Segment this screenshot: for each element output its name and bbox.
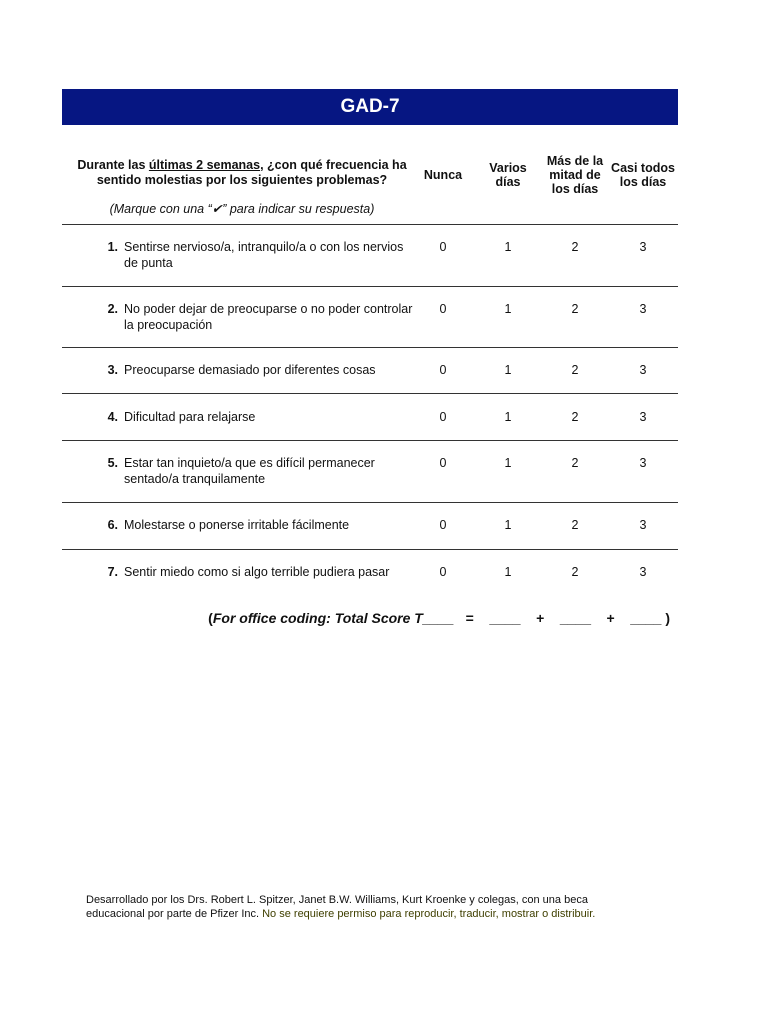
item-number: 7. bbox=[107, 565, 118, 579]
item-text: Dificultad para relajarse bbox=[124, 410, 256, 424]
item-text: Estar tan inquieto/a que es difícil permanecer sentado/a tranquilamente bbox=[124, 456, 375, 486]
office-coding-rest: = ____ + ____ + ____ ) bbox=[454, 610, 670, 626]
footer-credits bbox=[86, 894, 626, 921]
page-title: GAD-7 bbox=[340, 96, 400, 117]
score-option[interactable]: 2 bbox=[571, 565, 579, 579]
item-number: 1. bbox=[107, 240, 118, 254]
score-option[interactable]: 0 bbox=[439, 240, 447, 254]
column-header-mas-de-la-mitad: Más de la mitad de los días bbox=[546, 154, 604, 196]
item-text: Sentir miedo como si algo terrible pudiera pasar bbox=[124, 565, 390, 579]
item-text: Preocuparse demasiado por diferentes cosas bbox=[124, 363, 376, 377]
footer-part2: No se requiere permiso para reproducir, traducir, mostrar o distribuir. bbox=[262, 907, 596, 920]
column-header-varios-dias: Varios días bbox=[489, 161, 527, 189]
question-prefix: Durante las bbox=[77, 158, 149, 172]
score-option[interactable]: 3 bbox=[639, 240, 647, 254]
column-header-casi-todos: Casi todos los días bbox=[611, 161, 675, 189]
office-coding bbox=[62, 609, 670, 627]
question-suffix: , ¿con qué frecuencia ha sentido molestias por los siguientes problemas? bbox=[96, 158, 407, 187]
item-text: No poder dejar de preocuparse o no poder controlar la preocupación bbox=[124, 302, 413, 332]
row-divider bbox=[62, 502, 678, 503]
question-underlined: últimas 2 semanas bbox=[148, 158, 261, 172]
row-divider bbox=[62, 549, 678, 550]
row-divider bbox=[62, 286, 678, 287]
item-text: Molestarse o ponerse irritable fácilmente bbox=[124, 518, 350, 532]
item-text: Sentirse nervioso/a, intranquilo/a o con los nervios de punta bbox=[124, 240, 404, 270]
score-option[interactable]: 1 bbox=[504, 240, 512, 254]
score-option[interactable]: 2 bbox=[571, 456, 579, 470]
score-option[interactable]: 2 bbox=[571, 518, 579, 532]
score-option[interactable]: 2 bbox=[571, 302, 579, 316]
row-divider bbox=[62, 440, 678, 441]
item-number: 5. bbox=[107, 456, 118, 470]
header-divider bbox=[62, 224, 678, 225]
item-number: 6. bbox=[107, 518, 118, 532]
row-divider bbox=[62, 347, 678, 348]
instruction-text: (Marque con una “✔” para indicar su respuesta) bbox=[109, 202, 375, 216]
score-option[interactable]: 3 bbox=[639, 456, 647, 470]
score-option[interactable]: 3 bbox=[639, 565, 647, 579]
score-option[interactable]: 1 bbox=[504, 410, 512, 424]
score-option[interactable]: 0 bbox=[439, 565, 447, 579]
score-option[interactable]: 2 bbox=[571, 410, 579, 424]
score-option[interactable]: 1 bbox=[504, 565, 512, 579]
question-prompt bbox=[72, 158, 412, 188]
score-option[interactable]: 1 bbox=[504, 363, 512, 377]
score-option[interactable]: 1 bbox=[504, 456, 512, 470]
score-option[interactable]: 1 bbox=[504, 302, 512, 316]
title-banner bbox=[62, 89, 678, 125]
column-header-nunca: Nunca bbox=[423, 168, 463, 182]
score-option[interactable]: 0 bbox=[439, 456, 447, 470]
score-option[interactable]: 0 bbox=[439, 302, 447, 316]
score-option[interactable]: 2 bbox=[571, 363, 579, 377]
score-option[interactable]: 3 bbox=[639, 302, 647, 316]
score-option[interactable]: 0 bbox=[439, 363, 447, 377]
footer-part1: Desarrollado por los Drs. Robert L. Spitzer, Janet B.W. Williams, Kurt Kroenke y colegas, con una beca educacional por parte de Pfizer Inc. bbox=[86, 894, 588, 920]
score-option[interactable]: 0 bbox=[439, 410, 447, 424]
office-coding-label: For office coding: Total Score T____ bbox=[212, 610, 455, 626]
score-option[interactable]: 0 bbox=[439, 518, 447, 532]
score-option[interactable]: 1 bbox=[504, 518, 512, 532]
score-option[interactable]: 3 bbox=[639, 518, 647, 532]
item-number: 2. bbox=[107, 302, 118, 316]
item-number: 4. bbox=[107, 410, 118, 424]
score-option[interactable]: 3 bbox=[639, 363, 647, 377]
office-coding-open: ( bbox=[208, 610, 213, 626]
row-divider bbox=[62, 393, 678, 394]
score-option[interactable]: 3 bbox=[639, 410, 647, 424]
score-option[interactable]: 2 bbox=[571, 240, 579, 254]
item-number: 3. bbox=[107, 363, 118, 377]
